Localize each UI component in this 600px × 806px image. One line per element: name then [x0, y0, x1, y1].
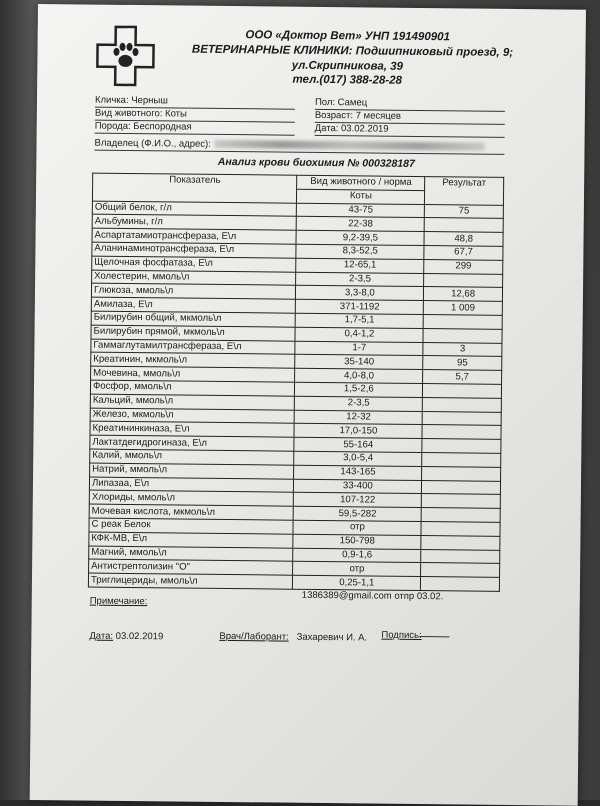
row-result: 5,7	[423, 370, 502, 385]
results-rows	[88, 201, 503, 592]
table-row	[88, 573, 499, 591]
row-indicator: Железо, мкмоль\л	[90, 408, 295, 424]
col-indicator-header: Показатель	[92, 173, 297, 203]
norm-species: Коты	[297, 189, 425, 204]
row-norm: 22-38	[297, 217, 425, 232]
row-norm: 35-140	[295, 355, 423, 370]
row-result: 299	[424, 259, 503, 274]
row-indicator: Триглицериды, ммоль\л	[88, 573, 293, 589]
doctor-label: Врач/Лаборант:	[219, 630, 289, 643]
row-norm: 2-3,5	[295, 396, 423, 411]
row-indicator: Глюкоза, ммоль\л	[91, 283, 296, 299]
row-indicator: Антистрептолизин "О"	[89, 559, 294, 575]
row-norm: 3,3-8,0	[296, 286, 424, 301]
row-norm: отр	[293, 520, 421, 535]
row-result	[421, 577, 500, 592]
row-result	[423, 315, 502, 330]
phone-number: тел.(017) 388-28-28	[292, 73, 402, 87]
doctor-value: Захаревич И. А.	[296, 631, 368, 644]
analysis-title: Анализ крови биохимия № 000328187	[217, 155, 415, 170]
signature-line	[419, 636, 449, 637]
row-result	[424, 218, 503, 233]
row-result: 12,68	[424, 287, 503, 302]
row-norm: 150-798	[293, 534, 421, 549]
row-indicator: Магний, ммоль\л	[89, 546, 294, 562]
row-result: 3	[423, 342, 502, 357]
row-indicator: Кальций, ммоль\л	[90, 394, 295, 410]
row-result	[421, 535, 500, 550]
row-indicator: Калий, ммоль\л	[90, 449, 295, 465]
lab-report-sheet	[30, 4, 586, 806]
row-norm: 33-400	[294, 479, 422, 494]
row-norm: 59,5-282	[294, 506, 422, 521]
footer-doctor	[219, 631, 367, 644]
row-indicator: Креатинин, мкмоль\л	[91, 352, 296, 368]
clinics-address: ВЕТЕРИНАРНЫЕ КЛИНИКИ: Подшипниковый проезд, 9;	[191, 43, 514, 59]
row-indicator: Лактатдегидрогиназа, Е\л	[90, 435, 295, 451]
row-norm: 1-7	[295, 341, 423, 356]
row-indicator: Натрий, ммоль\л	[90, 463, 295, 479]
row-norm: 4,0-8,0	[295, 368, 423, 383]
row-indicator: Амилаза, Е\л	[91, 297, 296, 313]
date-label: Дата:	[89, 630, 114, 642]
company-name: ООО «Доктор Вет» УНП 191490901	[245, 29, 451, 44]
row-result: 48,8	[424, 232, 503, 247]
pet-species: Вид животного: Коты	[95, 108, 295, 123]
redacted-owner	[215, 140, 485, 151]
date-value: 03.02.2019	[115, 630, 164, 643]
pet-age: Возраст: 7 месяцев	[315, 110, 505, 125]
row-norm: 107-122	[294, 493, 422, 508]
pet-sex: Пол: Самец	[315, 97, 505, 112]
row-norm: 1,5-2,6	[295, 382, 423, 397]
col-norm-header: Вид животного / норма	[297, 175, 425, 190]
row-indicator: Билирубин общий, мкмоль\л	[91, 311, 296, 327]
row-result	[422, 480, 501, 495]
row-norm: 12-65,1	[296, 258, 424, 273]
row-norm: 0,9-1,6	[293, 548, 421, 563]
row-result	[422, 425, 501, 440]
row-result	[422, 452, 501, 467]
owner-field	[94, 138, 504, 155]
row-result	[422, 466, 501, 481]
row-result: 75	[425, 204, 504, 219]
row-norm: 12-32	[295, 410, 423, 425]
row-norm: 17,0-150	[294, 424, 422, 439]
row-norm: 8,3-52,5	[296, 244, 424, 259]
row-indicator: Холестерин, ммоль\л	[92, 270, 297, 286]
row-norm: 371-1192	[296, 299, 424, 314]
row-norm: 0,4-1,2	[295, 327, 423, 342]
row-norm: 3,0-5,4	[294, 451, 422, 466]
row-indicator: Щелочная фосфатаза, Е\л	[92, 256, 297, 272]
row-result: 1 009	[424, 301, 503, 316]
row-norm: отр	[293, 562, 421, 577]
row-norm: 9,2-39,5	[296, 230, 424, 245]
signature-label: Подпись:	[381, 629, 422, 642]
row-result	[421, 549, 500, 564]
note-value: 1386389@gmail.com отпр 03.02.	[301, 589, 444, 603]
row-result	[421, 508, 500, 523]
row-indicator: Альбумины, г/л	[92, 214, 297, 230]
row-norm: 143-165	[294, 465, 422, 480]
row-result	[423, 384, 502, 399]
row-indicator: Мочевая кислота, мкмоль\л	[89, 504, 294, 520]
visit-date: Дата: 03.02.2019	[315, 123, 505, 138]
pet-nickname: Кличка: Черныш	[95, 95, 295, 110]
row-norm: 1,7-5,1	[296, 313, 424, 328]
row-result	[423, 397, 502, 412]
row-indicator: Аспартатамиотрансфераза, Е\л	[92, 228, 297, 244]
row-indicator: Мочевина, ммоль\л	[91, 366, 296, 382]
note-label: Примечание:	[89, 595, 148, 608]
row-norm: 55-164	[294, 437, 422, 452]
row-indicator: Фосфор, ммоль\л	[90, 380, 295, 396]
street-address: ул.Скрипникова, 39	[291, 59, 404, 73]
clinic-logo	[95, 25, 156, 88]
row-result	[421, 563, 500, 578]
row-indicator: КФК-МВ, Е\л	[89, 532, 294, 548]
row-result	[422, 411, 501, 426]
row-indicator: Аланинаминотрансфераза, Е\л	[92, 242, 297, 258]
footer-date	[89, 631, 163, 643]
row-indicator: Креатининкиназа, Е\л	[90, 421, 295, 437]
row-result	[423, 328, 502, 343]
row-indicator: Гаммаглутамилтрансфераза, Е\л	[91, 339, 296, 355]
row-result	[421, 521, 500, 536]
col-result-header: Результат	[425, 177, 504, 205]
results-table	[88, 173, 504, 592]
row-indicator: Билирубин прямой, мкмоль\л	[91, 325, 296, 341]
row-indicator: Общий белок, г/л	[92, 201, 297, 217]
row-result	[422, 494, 501, 509]
row-result	[422, 439, 501, 454]
row-indicator: С реак Белок	[89, 518, 294, 534]
owner-label: Владелец (Ф.И.О., адрес):	[94, 137, 211, 150]
row-result: 67,7	[424, 246, 503, 261]
row-indicator: Липазаа, Е\л	[89, 477, 294, 493]
row-norm: 0,25-1,1	[293, 575, 421, 590]
row-result: 95	[423, 356, 502, 371]
row-indicator: Хлориды, ммоль\л	[89, 490, 294, 506]
pet-breed: Порода: Беспородная	[95, 121, 295, 136]
row-norm: 43-75	[297, 203, 425, 218]
row-norm: 2-3,5	[296, 272, 424, 287]
row-result	[424, 273, 503, 288]
